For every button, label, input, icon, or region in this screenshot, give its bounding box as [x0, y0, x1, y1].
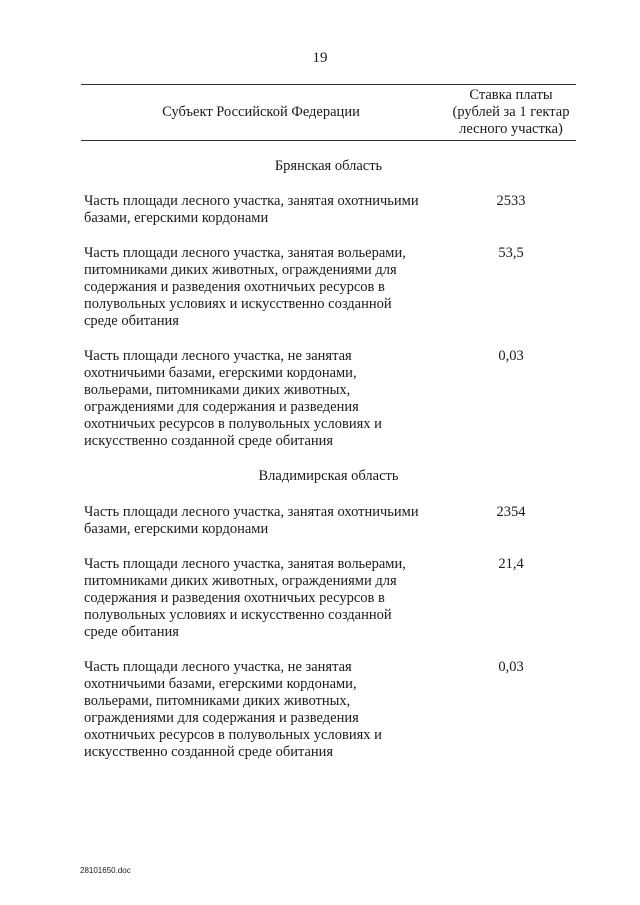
- row-description-line: охотничьих ресурсов в полувольных условиях и: [84, 727, 382, 743]
- row-description-line: вольерами, питомниками диких животных,: [84, 382, 351, 398]
- row-description-line: Часть площади лесного участка, не занятая: [84, 659, 352, 675]
- row-description-line: содержания и разведения охотничьих ресурсов в: [84, 590, 385, 606]
- row-description-line: Часть площади лесного участка, занятая вольерами,: [84, 245, 406, 261]
- row-description-line: Часть площади лесного участка, не занятая: [84, 348, 352, 364]
- row-description-line: охотничьими базами, егерскими кордонами,: [84, 676, 357, 692]
- row-description-line: искусственно созданной среде обитания: [84, 433, 334, 449]
- row-description: [84, 245, 444, 330]
- region-title: Брянская область: [274, 158, 383, 174]
- row-description: [84, 556, 444, 641]
- row-description-line: содержания и разведения охотничьих ресурсов в: [84, 279, 385, 295]
- row-rate-value: 2354: [496, 504, 526, 520]
- row-rate-value: 0,03: [498, 348, 524, 364]
- row-rate-value: 53,5: [498, 245, 524, 261]
- row-description-line: ограждениями для содержания и разведения: [84, 399, 359, 415]
- row-description: [84, 193, 444, 227]
- row-description-line: базами, егерскими кордонами: [84, 210, 269, 226]
- row-description-line: охотничьими базами, егерскими кордонами,: [84, 365, 357, 381]
- row-description-line: Часть площади лесного участка, занятая охотничьими: [84, 504, 419, 520]
- row-rate-value: 0,03: [498, 659, 524, 675]
- row-description-line: среде обитания: [84, 313, 179, 329]
- row-description-line: полувольных условиях и искусственно созданной: [84, 296, 392, 312]
- row-rate-value: 2533: [496, 193, 526, 209]
- table-top-rule: [81, 84, 576, 85]
- row-description-line: охотничьих ресурсов в полувольных условиях и: [84, 416, 382, 432]
- row-description: [84, 659, 444, 761]
- row-description-line: полувольных условиях и искусственно созданной: [84, 607, 392, 623]
- column-header-rate: [441, 87, 581, 138]
- column-header-rate-line: Ставка платы: [469, 87, 553, 103]
- page-number: 19: [312, 50, 328, 66]
- row-description-line: среде обитания: [84, 624, 179, 640]
- row-description: [84, 348, 444, 450]
- footer-file-name: 28101650.doc: [80, 866, 131, 875]
- row-description-line: питомниками диких животных, ограждениями для: [84, 262, 397, 278]
- row-rate-value: 21,4: [498, 556, 524, 572]
- column-header-rate-line: лесного участка): [459, 121, 563, 137]
- row-description: [84, 504, 444, 538]
- column-header-rate-line: (рублей за 1 гектар: [452, 104, 570, 120]
- row-description-line: ограждениями для содержания и разведения: [84, 710, 359, 726]
- column-header-subject: Субъект Российской Федерации: [162, 104, 360, 120]
- row-description-line: базами, егерскими кордонами: [84, 521, 269, 537]
- row-description-line: вольерами, питомниками диких животных,: [84, 693, 351, 709]
- row-description-line: питомниками диких животных, ограждениями для: [84, 573, 397, 589]
- row-description-line: искусственно созданной среде обитания: [84, 744, 334, 760]
- region-title: Владимирская область: [258, 468, 399, 484]
- row-description-line: Часть площади лесного участка, занятая охотничьими: [84, 193, 419, 209]
- row-description-line: Часть площади лесного участка, занятая вольерами,: [84, 556, 406, 572]
- table-header-rule: [81, 140, 576, 141]
